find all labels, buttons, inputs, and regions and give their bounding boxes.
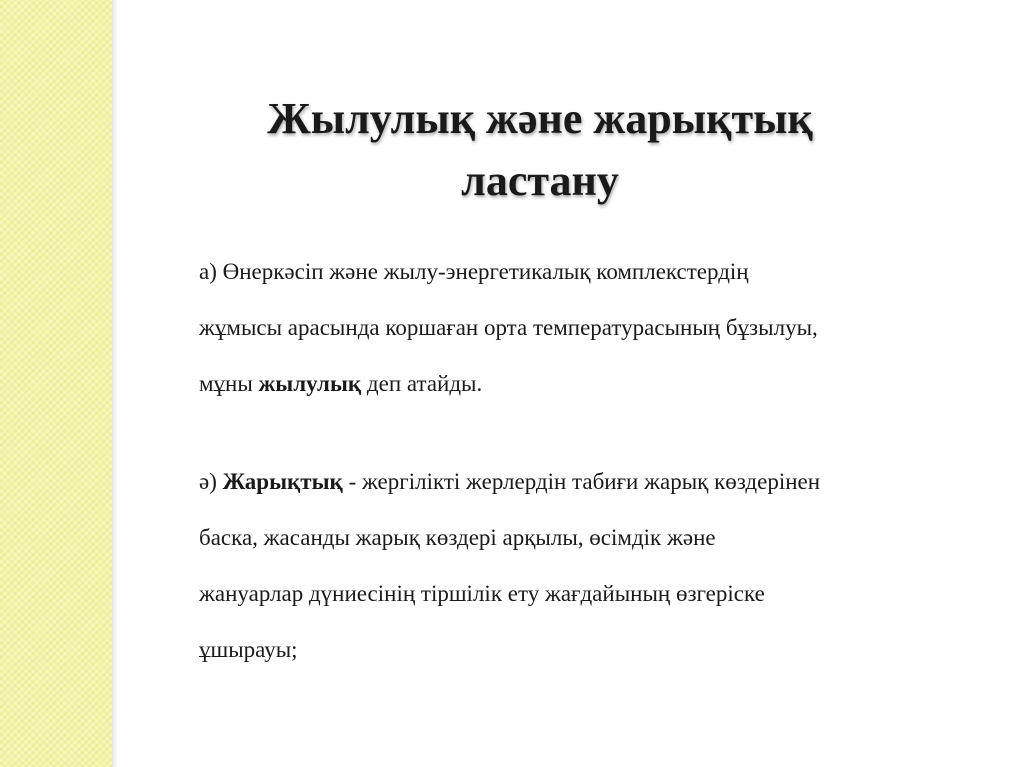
paragraph-b-line-1-end: - жергілікті жерлердін табиғи жарық көздерінен bbox=[342, 469, 821, 494]
paragraph-thermal-pollution bbox=[199, 244, 989, 412]
paragraph-a-line-2: жұмысы арасында коршаған орта температурасының бұзылуы, bbox=[199, 315, 818, 340]
slide-title bbox=[150, 88, 930, 212]
paragraph-a-line-1: а) Өнеркәсіп және жылу-энергетикалық комплекстердің bbox=[199, 259, 749, 284]
term-light: Жарықтық bbox=[222, 469, 343, 494]
paragraph-a-line-3-start: мұны bbox=[199, 371, 259, 396]
paragraph-light-pollution bbox=[199, 454, 989, 678]
paragraph-b-line-1-start: ә) bbox=[199, 469, 223, 494]
paragraph-b-line-4: ұшырауы; bbox=[199, 637, 298, 662]
paragraph-b-line-3: жануарлар дүниесінің тіршілік ету жағдайының өзгеріске bbox=[199, 581, 765, 606]
decorative-side-strip bbox=[0, 0, 112, 767]
paragraph-a-line-3 bbox=[199, 356, 989, 412]
paragraph-b-line-1 bbox=[199, 454, 989, 510]
title-line-2: ластану bbox=[461, 156, 619, 205]
paragraph-a-line-3-end: деп атайды. bbox=[361, 371, 483, 396]
term-thermal: жылулық bbox=[258, 371, 362, 396]
paragraph-b-line-2: баска, жасанды жарық көздері арқылы, өсімдік және bbox=[199, 525, 716, 550]
side-strip-shadow bbox=[112, 0, 118, 767]
title-line-1: Жылулық және жарықтық bbox=[267, 94, 813, 143]
